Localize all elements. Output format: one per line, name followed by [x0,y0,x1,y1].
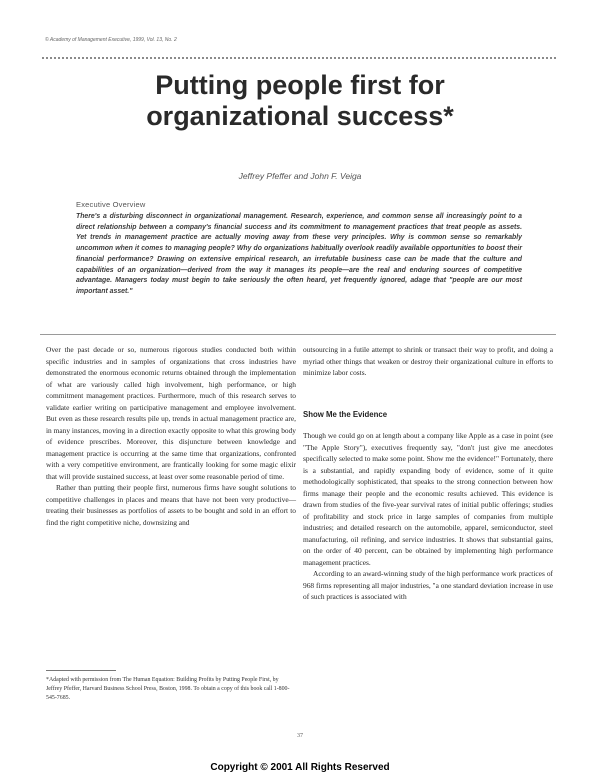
right-paragraph-2: Though we could go on at length about a company like Apple as a case in point (see "The Apple Story"), executives frequently say, "don't just give me anecdotes specifically selected to make some point. Show me the evidence!" Fortunately, there is a substantial, and rapidly expanding body of evidence, some of it quite methodologically sophisticated, that speaks to the strong connection between how firms manage their people and the economic results achieved. This evidence is drawn from studies of the five-year survival rates of initial public offerings; studies of profitability and stock price in large samples of companies from multiple industries; and detailed research on the automobile, apparel, semiconductor, steel manufacturing, oil refining, and service industries. It shows that substantial gains, on the order of 40 percent, can be obtained by implementing high performance management practices. [303,431,553,567]
title-line-2: organizational success* [146,101,454,131]
header-dotted-rule [42,57,556,59]
left-paragraph-1: Over the past decade or so, numerous rigorous studies conducted both within specific industries and in samples of organizations that cross industries have demonstrated the enormous economic returns obtained through the implementation of what are variously called high involvement, high performance, or high commitment management practices. Furthermore, much of this research serves to validate earlier writing on participative management and employee involvement. But even as these research results pile up, trends in actual management practice are, in many instances, moving in a direction exactly opposite to what this growing body of evidence prescribes. Moreover, this disjuncture between knowledge and management practice is occurring at the same time that organizations, confronted with a very competitive environment, are frantically looking for some magic elixir that will provide sustained success, at least over some reasonable period of time. [46,345,296,481]
right-paragraph-3: According to an award-winning study of the high performance work practices of 968 firms representing all major industries, "a one standard deviation increase in use of such practices is associated with [303,569,553,601]
executive-overview-body: There's a disturbing disconnect in organizational management. Research, experience, and common sense all increasingly point to a direct relationship between a company's financial success and its commitment to management practices that treat people as assets. Yet trends in management practice are actually moving away from these very principles. Why is common sense so remarkably uncommon when it comes to managing people? Why do organizations habitually overlook readily available opportunities to boost their financial performance? Drawing on extensive empirical research, an irrefutable business case can be made that the culture and capabilities of an organization—derived from the way it manages its people—are the real and enduring sources of competitive advantage. Managers today must begin to take seriously the often heard, yet frequently ignored, adage that "people are our most important asset." [76,213,522,295]
running-head: © Academy of Management Executive, 1999, Vol. 13, No. 2 [45,37,177,43]
footnote: *Adapted with permission from The Human Equation: Building Profits by Putting People First, by Jeffrey Pfeffer, Harvard Business School Press, Boston, 1998. To obtain a copy of this book call 1-800-545-7685. [46,677,290,701]
section-divider [40,334,556,335]
title-line-1: Putting people first for [155,70,445,100]
article-title [30,70,570,132]
footnote-rule [46,670,116,671]
left-paragraph-2: Rather than putting their people first, numerous firms have sought solutions to competitive challenges in places and means that have not been very productive—treating their businesses as portfolios of assets to be bought and sold in an effort to find the right competitive niche, downsizing and [46,483,296,527]
right-paragraph-1: outsourcing in a futile attempt to shrink or transact their way to profit, and doing a myriad other things that weaken or destroy their organizational culture in efforts to minimize labor costs. [303,345,553,377]
authors: Jeffrey Pfeffer and John F. Veiga [238,171,362,181]
page-number: 37 [297,733,303,739]
right-column [303,344,553,603]
copyright-notice: Copyright © 2001 All Rights Reserved [210,762,390,773]
section-heading-show-me-the-evidence: Show Me the Evidence [303,409,388,419]
left-column [46,344,296,528]
executive-overview-heading: Executive Overview [76,200,146,209]
